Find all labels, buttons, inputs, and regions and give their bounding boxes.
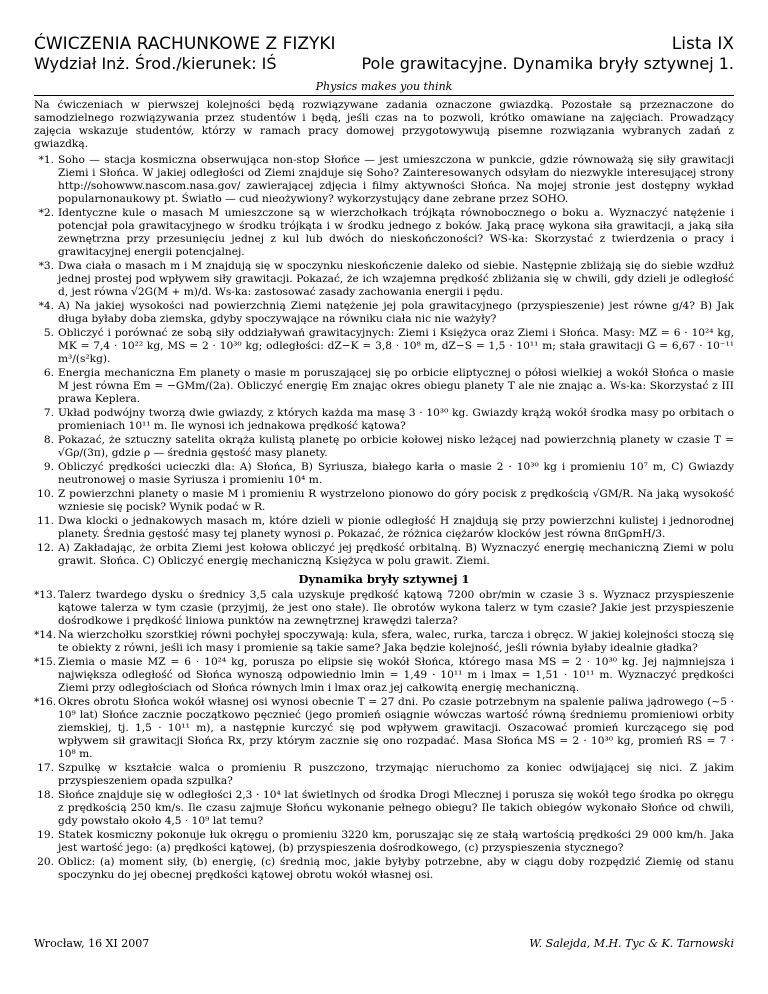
problem-text: Soho — stacja kosmiczna obserwująca non-stop Słońce — jest umieszczona w punkcie, gdzie równoważą się siły grawitacji Ziemi i Słońca. W jakiej odległości od Ziemi znajduje się Soho? Zainteresowanych odsyłam do niezwykle interesującej strony http://sohowww.nascom.nasa.gov/ zawierającej zdjęcia i filmy aktywności Słońca. Na mojej stronie jest dostępny wykład popularnonaukowy pt. Światło — cud nieożywiony? wykorzystujący dane zebrane przez SOHO. <box>58 154 734 205</box>
problem-item <box>34 856 734 882</box>
problem-number: 6. <box>43 367 54 379</box>
problem-item <box>34 789 734 828</box>
document-page <box>34 34 734 883</box>
problem-item <box>34 207 734 259</box>
problem-text: Na wierzchołku szorstkiej równi pochyłej spoczywają: kula, sfera, walec, rurka, tarcza i obręcz. W jakiej kolejności stoczą się te obiekty z równi, jeśli ich masy i promienie są takie same? Jaka będzie kolejność, jeśli równia byłaby idealnie gładka? <box>58 629 734 654</box>
problem-text: Obliczyć prędkości ucieczki dla: A) Słońca, B) Syriusza, białego karła o masie 2 · 10³⁰ kg i promieniu 10⁷ m, C) Gwiazdy neutronowej o masie Syriusza i promieniu 10⁴ m. <box>58 461 734 486</box>
problem-text: Identyczne kule o masach M umieszczone są w wierzchołkach trójkąta równobocznego o boku a. Wyznaczyć natężenie i potencjał pola grawitacyjnego w środku trójkąta i w środku jednego z boków. Jaką pracę wykona siła grawitacji, a jaką siła zewnętrzna przy przesunięciu jednej z kul lub dwóch do nieskończoności? WS-ka: Skorzystać z twierdzenia o pracy i grawitacyjnej energii potencjalnej. <box>58 207 734 258</box>
problem-text: Oblicz: (a) moment siły, (b) energię, (c) średnią moc, jakie byłyby potrzebne, aby w ciągu doby rozpędzić Ziemię od stanu spoczynku do jej obecnej prędkości kątowej obrotu wokół własnej osi. <box>58 856 734 881</box>
problem-item <box>34 629 734 655</box>
problem-number: 5. <box>43 327 54 339</box>
problem-item <box>34 154 734 206</box>
problem-item <box>34 407 734 433</box>
problem-text: Obliczyć i porównać ze sobą siły oddziaływań grawitacyjnych: Ziemi i Księżyca oraz Ziemi i Słońca. Masy: MZ = 6 · 10²⁴ kg, MK = 7,4 · 10²² kg, MS = 2 · 10³⁰ kg; odległości: dZ−K = 3,8 · 10⁸ m, dZ−S = 1,5 · 10¹¹ m; stała grawitacji G = 6,67 · 10⁻¹¹ m³/(s²kg). <box>58 327 734 365</box>
footer-date: Wrocław, 16 XI 2007 <box>34 937 150 950</box>
problem-text: Pokazać, że sztuczny satelita okrąża kulistą planetę po orbicie kołowej nisko leżącej nad powierzchnią planety w czasie T = √Gρ/(3π), gdzie ρ — średnia gęstość masy planety. <box>58 434 734 459</box>
problem-item <box>34 542 734 568</box>
problem-number: 18. <box>37 789 54 801</box>
problem-number: 10. <box>37 488 54 500</box>
problem-list-gravity <box>34 154 734 568</box>
problem-item <box>34 589 734 628</box>
problem-text: Z powierzchni planety o masie M i promieniu R wystrzelono pionowo do góry pocisk z prędkością √GM/R. Na jaką wysokość wzniesie się pocisk? Wynik podać w R. <box>58 488 734 513</box>
list-number: Lista IX <box>671 34 734 54</box>
problem-text: Słońce znajduje się w odległości 2,3 · 10⁴ lat świetlnych od środka Drogi Mlecznej i porusza się wokół tego środka po okręgu z prędkością 250 km/s. Ile czasu zajmuje Słońcu wykonanie pełnego obiegu? Ile takich obiegów wykonało Słońce od chwili, gdy powstało około 4,5 · 10⁹ lat temu? <box>58 789 734 827</box>
footer-authors: W. Salejda, M.H. Tyc & K. Tarnowski <box>529 937 734 950</box>
problem-text: A) Zakładając, że orbita Ziemi jest kołowa obliczyć jej prędkość orbitalną. B) Wyznaczyć energię mechaniczną Ziemi w polu grawit. Słońca. C) Obliczyć energię mechaniczną Księżyca w polu grawit. Ziemi. <box>58 542 734 567</box>
problem-item <box>34 260 734 299</box>
problem-number: 17. <box>37 762 54 774</box>
problem-number: *1. <box>38 154 54 166</box>
problem-item <box>34 461 734 487</box>
problem-number: *4. <box>38 300 54 312</box>
problem-item <box>34 656 734 695</box>
problem-item <box>34 696 734 761</box>
problem-number: *2. <box>38 207 54 219</box>
problem-item <box>34 327 734 366</box>
problem-number: *16. <box>34 696 57 708</box>
section-title: Dynamika bryły sztywnej 1 <box>298 572 470 586</box>
motto: Physics makes you think <box>315 80 453 93</box>
problem-number: *15. <box>34 656 57 668</box>
problem-text: Okres obrotu Słońca wokół własnej osi wynosi obecnie T = 27 dni. Po czasie potrzebnym na spalenie paliwa jądrowego (∼5 · 10⁹ lat) Słońce zacznie początkowo pęcznieć (jego promień osiągnie wówczas wartość równą średniemu promieniowi orbity ziemskiej, tj. 1,5 · 10¹¹ m), a następnie kurczyć się pod wpływem grawitacji. Oszacować promień kurczącego się pod wpływem sił grawitacji Słońca Rx, przy którym zacznie się ono rozpadać. Masa Słońca MS = 2 · 10³⁰ kg, promień RS = 7 · 10⁸ m. <box>58 696 734 760</box>
problem-number: 11. <box>37 515 54 527</box>
problem-text: Ziemia o masie MZ = 6 · 10²⁴ kg, porusza po elipsie się wokół Słońca, którego masa MS = 2 · 10³⁰ kg. Jej najmniejsza i największa odległość od Słońca wynoszą odpowiednio lmin = 1,49 · 10¹¹ m i lmax = 1,51 · 10¹¹ m. Wyznaczyć prędkości Ziemi przy odległościach od Słońca równych lmin i lmax oraz jej całkowitą energię mechaniczną. <box>58 656 734 694</box>
problem-item <box>34 762 734 788</box>
problem-number: *13. <box>34 589 57 601</box>
course-title: ĆWICZENIA RACHUNKOWE Z FIZYKI <box>34 34 336 54</box>
problem-text: Talerz twardego dysku o średnicy 3,5 cala uzyskuje prędkość kątową 7200 obr/min w czasie 3 s. Wyznacz przyspieszenie kątowe talerza w tym czasie (przyjmij, że jest ono stałe). Ile obrotów wykona talerz w tym czasie? Jakie jest przyspieszenie dośrodkowe i prędkość liniowa punktów na zewnętrznej krawędzi talerza? <box>58 589 734 627</box>
problem-text: Statek kosmiczny pokonuje łuk okręgu o promieniu 3220 km, poruszając się ze stałą wartością prędkości 29 000 km/h. Jaka jest wartość jego: (a) prędkości kątowej, (b) przyspieszenia dośrodkowego, (c) przyspieszenia stycznego? <box>58 829 734 854</box>
problem-number: 20. <box>37 856 54 868</box>
problem-number: 9. <box>43 461 54 473</box>
problem-number: 7. <box>43 407 54 419</box>
header-row-1 <box>34 34 734 54</box>
problem-item <box>34 829 734 855</box>
problem-list-rigid-body <box>34 589 734 882</box>
problem-text: Energia mechaniczna Em planety o masie m poruszającej się po orbicie eliptycznej o półosi wielkiej a wokół Słońca o masie M jest równa Em = −GMm/(2a). Obliczyć energię Em znając okres obiegu planety T ale nie znając a. Ws-ka: Skorzystać z III prawa Keplera. <box>58 367 734 405</box>
problem-number: *3. <box>38 260 54 272</box>
problem-number: 19. <box>37 829 54 841</box>
problem-item <box>34 515 734 541</box>
problem-item <box>34 434 734 460</box>
problem-number: 12. <box>37 542 54 554</box>
problem-text: Dwa ciała o masach m i M znajdują się w spoczynku nieskończenie daleko od siebie. Następnie zbliżają się do siebie wzdłuż jednej prostej pod wpływem siły grawitacji. Pokazać, że ich wzajemna prędkość zbliżania się w chwili, gdy dzieli je odległość d, jest równa √2G(M + m)/d. Ws-ka: zastosować zasady zachowania energii i pędu. <box>58 260 734 298</box>
problem-text: Szpulkę w kształcie walca o promieniu R puszczono, trzymając nieruchomo za koniec odwijającej się nici. Z jakim przyspieszeniem opada szpulka? <box>58 762 734 787</box>
problem-text: Układ podwójny tworzą dwie gwiazdy, z których każda ma masę 3 · 10³⁰ kg. Gwiazdy krążą wokół środka masy po orbitach o promieniach 10¹¹ m. Ile wynosi ich jednakowa prędkość kątowa? <box>58 407 734 432</box>
intro-paragraph: Na ćwiczeniach w pierwszej kolejności będą rozwiązywane zadania oznaczone gwiazdką. Pozostałe są przeznaczone do samodzielnego rozwiązywania przez studentów i będą, jeśli czas na to pozwoli, krótko omawiane na zajęciach. Prowadzący zajęcia wskazuje studentów, którzy w ramach pracy domowej przygotowywują pisemne rozwiązania wybranych zadań z gwiazdką. <box>34 99 734 150</box>
problem-text: Dwa klocki o jednakowych masach m, które dzieli w pionie odległość H znajdują się przy powierzchni kulistej i jednorodnej planety. Średnia gęstość masy tej planety wynosi ρ. Pokazać, że różnica ciężarów klocków jest równa 8πGρmH/3. <box>58 515 734 540</box>
problem-number: *14. <box>34 629 57 641</box>
problem-item <box>34 367 734 406</box>
topic-label: Pole grawitacyjne. Dynamika bryły sztywnej 1. <box>361 54 734 73</box>
header-row-2 <box>34 54 734 74</box>
divider <box>34 95 734 96</box>
problem-item <box>34 300 734 326</box>
footer <box>34 937 734 950</box>
problem-number: 8. <box>43 434 54 446</box>
problem-item <box>34 488 734 514</box>
faculty-label: Wydział Inż. Środ./kierunek: IŚ <box>34 54 277 73</box>
problem-text: A) Na jakiej wysokości nad powierzchnią Ziemi natężenie jej pola grawitacyjnego (przyspieszenie) jest równe g/4? B) Jak długa byłaby doba ziemska, gdyby spoczywające na równiku ciała nic nie ważyły? <box>58 300 734 325</box>
